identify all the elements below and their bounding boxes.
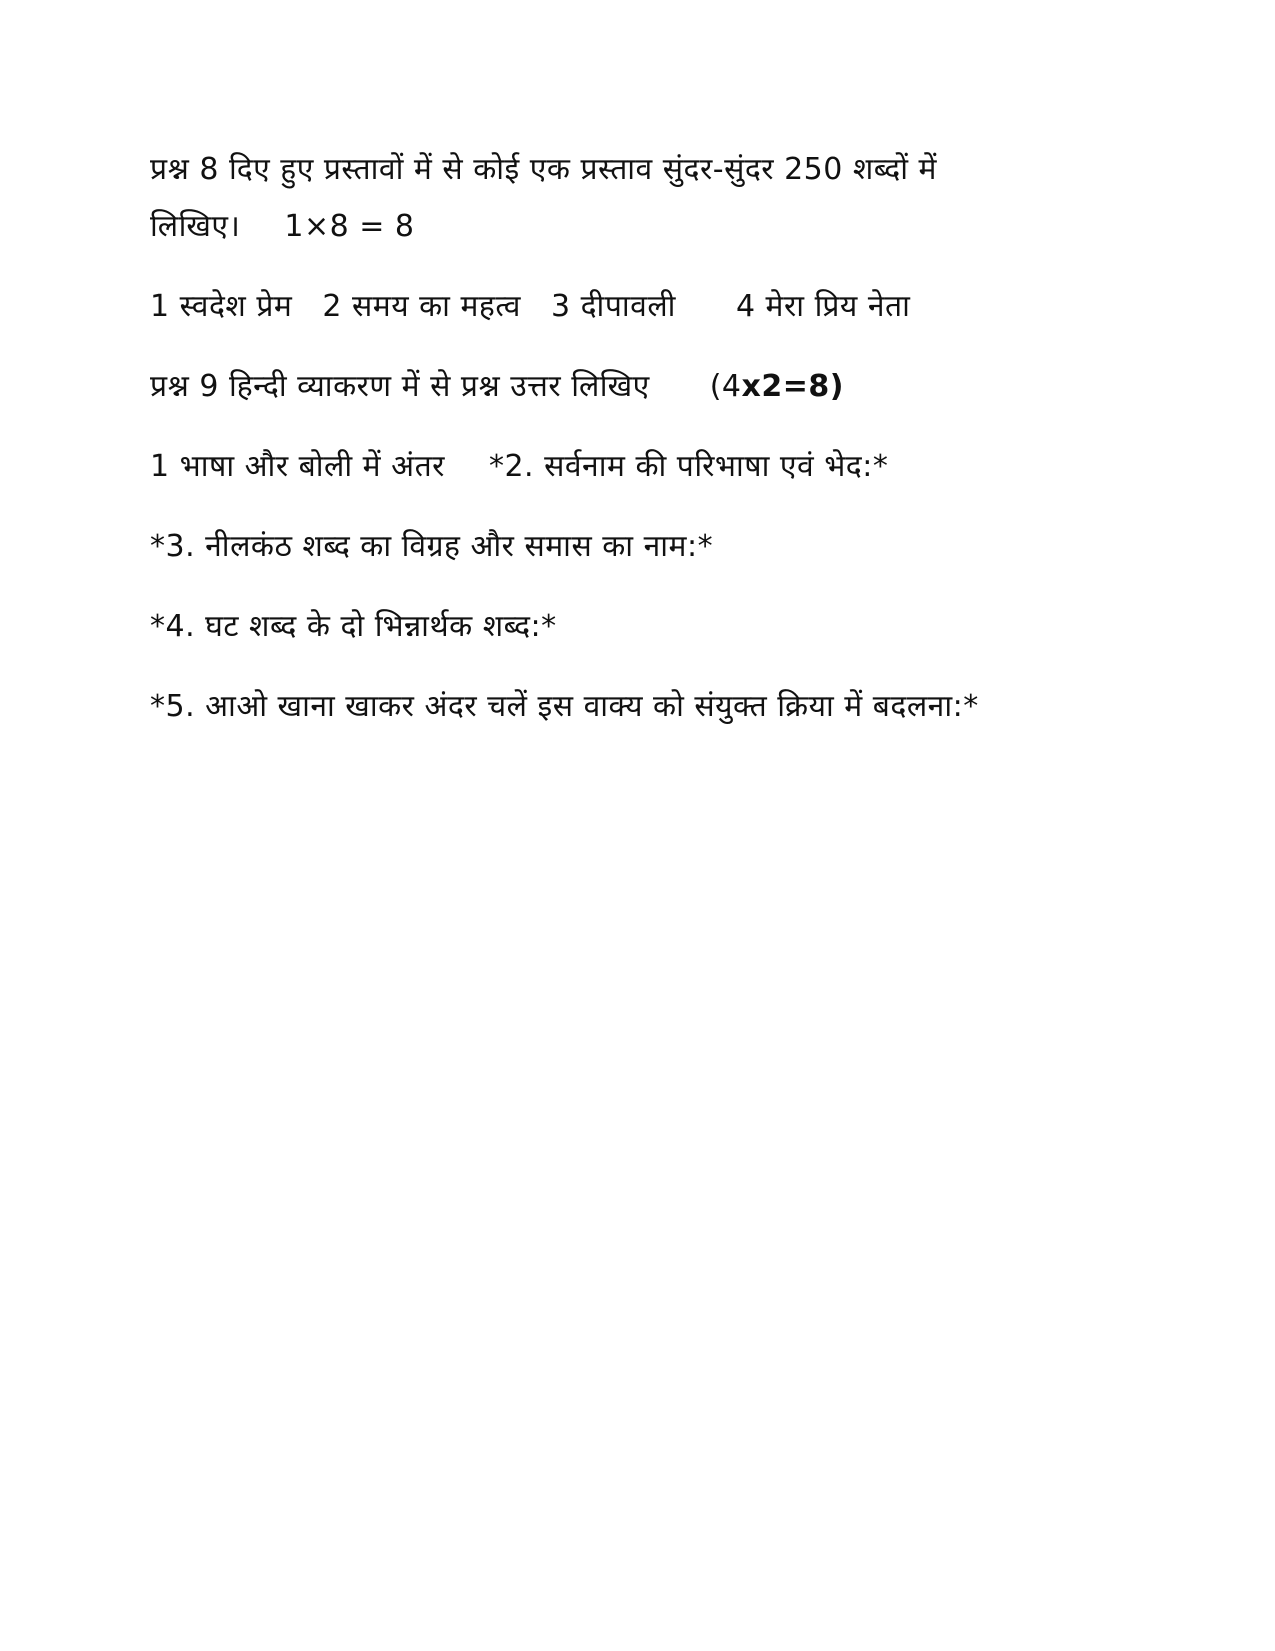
grammar-items-row-1: [150, 447, 1130, 487]
question-9: [150, 367, 1130, 407]
essay-topics: [150, 287, 1130, 327]
grammar-item-2: *2. सर्वनाम की परिभाषा एवं भेद:*: [488, 449, 889, 484]
topic-2: 2 समय का महत्व: [322, 289, 521, 324]
grammar-item-4-row: [150, 607, 1130, 647]
grammar-item-3: *3. नीलकंठ शब्द का विग्रह और समास का नाम:*: [150, 529, 714, 564]
question-8-text: प्रश्न 8 दिए हुए प्रस्तावों में से कोई एक प्रस्ताव सुंदर-सुंदर 250 शब्दों में: [150, 152, 937, 187]
question-8-text-cont: लिखिए।: [150, 209, 241, 244]
grammar-item-3-row: [150, 527, 1130, 567]
grammar-item-4: *4. घट शब्द के दो भिन्नार्थक शब्द:*: [150, 609, 557, 644]
question-8-marks: 1×8 = 8: [284, 209, 415, 244]
grammar-item-5: *5. आओ खाना खाकर अंदर चलें इस वाक्य को संयुक्त क्रिया में बदलना:*: [150, 689, 979, 724]
question-8-line2: [150, 207, 1130, 247]
question-9-marks-open: (4: [709, 369, 742, 404]
topic-1: 1 स्वदेश प्रेम: [150, 289, 293, 324]
question-9-marks-bold: x2=8): [741, 369, 844, 404]
topic-3: 3 दीपावली: [551, 289, 676, 324]
question-8-line1: [150, 150, 1130, 190]
question-content: [150, 150, 1130, 727]
question-9-text: प्रश्न 9 हिन्दी व्याकरण में से प्रश्न उत्तर लिखिए: [150, 369, 650, 404]
topic-4: 4 मेरा प्रिय नेता: [735, 289, 911, 324]
grammar-item-5-row: [150, 687, 1130, 727]
grammar-item-1: 1 भाषा और बोली में अंतर: [150, 449, 445, 484]
